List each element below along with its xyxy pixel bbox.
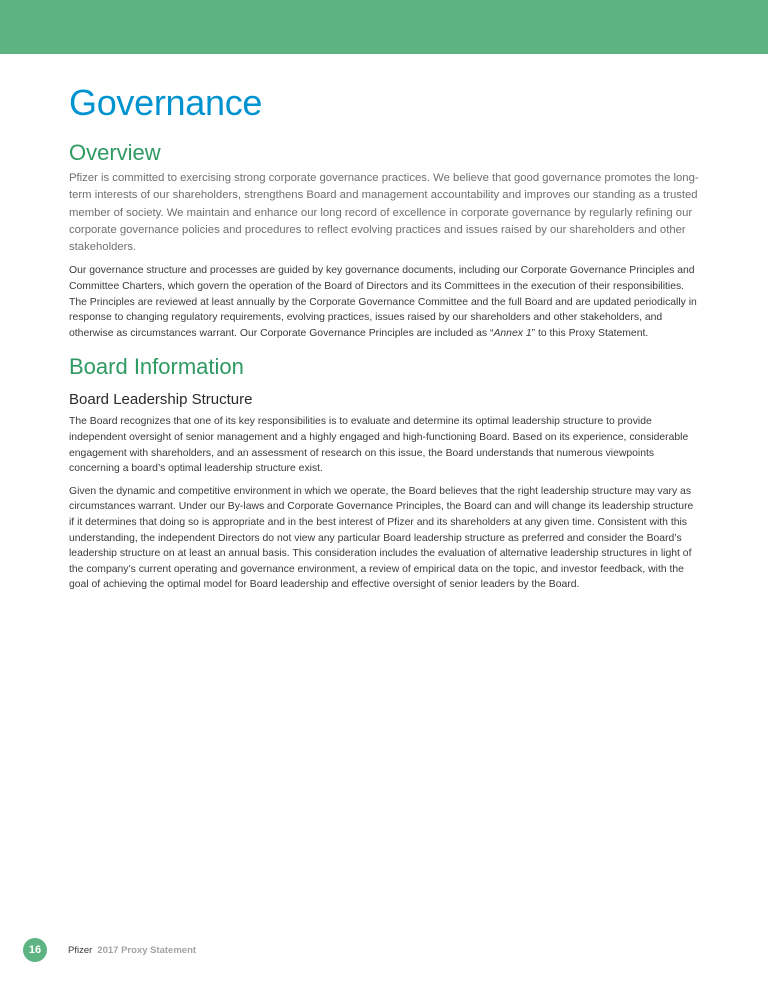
- overview-heading: Overview: [69, 140, 161, 165]
- board-information-heading: Board Information: [69, 354, 244, 380]
- board-leadership-paragraph-2: Given the dynamic and competitive environment in which we operate, the Board believes that the right leadership structure may vary as circumstances warrant. Under our By-laws and Corporate Governance Principles, the Board can and will change its leadership structure if it determines that doing so is appropriate and in the best interest of Pfizer and its shareholders at any given time. Consistent with this understanding, the independent Directors do not view any particular Board leadership structure as preferred and consider the Board’s leadership structure on at least an annual basis. This consideration includes the evaluation of alternative leadership structures in light of the company’s current operating and governance environment, a review of empirical data on the topic, and investor feedback, with the goal of achieving the optimal model for Board leadership and effective oversight of senior leaders by the Board.: [69, 485, 694, 591]
- header-band: [0, 0, 768, 54]
- overview-body-text-end: ” to this Proxy Statement.: [531, 327, 649, 339]
- board-leadership-structure-heading: Board Leadership Structure: [69, 391, 253, 409]
- overview-intro-paragraph: Pfizer is committed to exercising strong corporate governance practices. We believe that good governance promotes the long-term interests of our shareholders, strengthens Board and management accountability and improves our standing as a trusted member of society. We maintain and enhance our long record of excellence in corporate governance by regularly refining our corporate governance policies and procedures to reflect evolving practices and issues raised by our shareholders and other stakeholders.: [69, 172, 699, 254]
- overview-body-text: Our governance structure and processes are guided by key governance documents, including our Corporate Governance Principles and Committee Charters, which govern the operation of the Board of Directors and its Committees in the execution of their responsibilities. The Principles are reviewed at least annually by the Corporate Governance Committee and the full Board and are updated periodically in response to changing regulatory requirements, evolving practices, issues raised by our shareholders and other stakeholders, and otherwise as circumstances warrant. Our Corporate Governance Principles are included as “: [69, 265, 697, 339]
- footer-brand: Pfizer: [68, 944, 93, 956]
- footer-document-title: 2017 Proxy Statement: [97, 944, 197, 956]
- board-leadership-paragraph-1: The Board recognizes that one of its key responsibilities is to evaluate and determine its optimal leadership structure to provide independent oversight of senior management and a highly engaged and high-functioning Board. Based on its experience, considerable engagement with shareholders, and an assessment of research on this issue, the Board understands that numerous viewpoints concerning a board’s optimal leadership structure exist.: [69, 416, 689, 475]
- annex-reference: Annex 1: [493, 327, 532, 339]
- page-title: Governance: [69, 82, 263, 123]
- overview-body-paragraph: [69, 263, 699, 341]
- page-footer: [23, 938, 196, 962]
- page-number-badge: 16: [23, 938, 47, 962]
- page-content: [69, 80, 699, 593]
